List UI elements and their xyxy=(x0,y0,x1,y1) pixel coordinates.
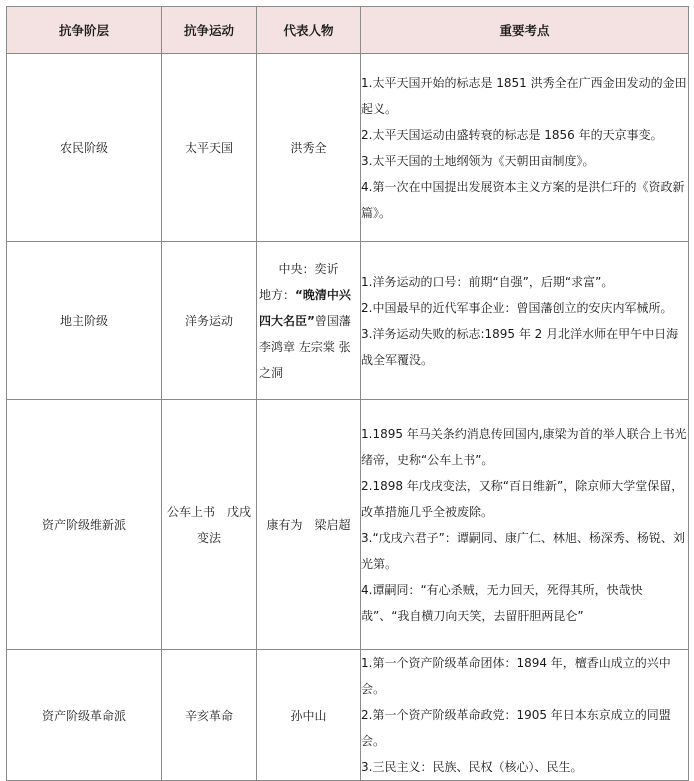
key-point: 3.“戊戌六君子”：谭嗣同、康广仁、林旭、杨深秀、杨锐、刘光第。 xyxy=(361,530,685,571)
table-row xyxy=(7,242,689,400)
key-point: 1.洋务运动的口号：前期“自强”，后期“求富”。 xyxy=(361,274,614,289)
key-point: 3.洋务运动失败的标志:1895 年 2 月北洋水师在甲午中日海战全军覆没。 xyxy=(361,326,679,367)
key-point: 2.中国最早的近代军事企业：曾国藩创立的安庆内军械所。 xyxy=(361,300,673,315)
movement-cell: 公车上书 戊戌变法 xyxy=(162,400,257,650)
header-movement: 抗争运动 xyxy=(162,7,257,54)
points-cell xyxy=(361,650,689,781)
class-cell: 农民阶级 xyxy=(7,54,162,242)
history-table xyxy=(6,6,689,781)
movement-cell: 太平天国 xyxy=(162,54,257,242)
key-point: 2.第一个资产阶级革命政党：1905 年日本东京成立的同盟会。 xyxy=(361,708,671,748)
key-point: 2.太平天国运动由盛转衰的标志是 1856 年的天京事变。 xyxy=(361,127,663,142)
points-cell xyxy=(361,400,689,650)
people-cell xyxy=(257,242,361,400)
people-central: 中央：奕䜣 xyxy=(278,261,339,276)
people-local xyxy=(257,282,360,386)
header-people: 代表人物 xyxy=(257,7,361,54)
key-point: 1.太平天国开始的标志是 1851 洪秀全在广西金田发动的金田起义。 xyxy=(361,75,687,116)
key-point: 4.谭嗣同：“有心杀贼，无力回天，死得其所，快哉快哉”、“我自横刀向天笑，去留肝胆两昆仑” xyxy=(361,582,643,623)
class-cell: 地主阶级 xyxy=(7,242,162,400)
class-cell: 资产阶级维新派 xyxy=(7,400,162,650)
class-cell: 资产阶级革命派 xyxy=(7,650,162,781)
header-key-points: 重要考点 xyxy=(361,7,689,54)
header-class: 抗争阶层 xyxy=(7,7,162,54)
people-cell: 洪秀全 xyxy=(257,54,361,242)
key-point: 4.第一次在中国提出发展资本主义方案的是洪仁玕的《资政新篇》。 xyxy=(361,179,685,220)
people-names: 曾国藩 李鸿章 左宗棠 张之洞 xyxy=(259,313,351,380)
points-cell xyxy=(361,54,689,242)
people-cell: 孙中山 xyxy=(257,650,361,781)
header-row xyxy=(7,7,689,54)
key-point: 1.第一个资产阶级革命团体：1894 年，檀香山成立的兴中会。 xyxy=(361,656,671,696)
movement-cell: 洋务运动 xyxy=(162,242,257,400)
people-bold-title: “晚清中兴四大名臣” xyxy=(259,287,351,328)
key-point: 3.太平天国的土地纲领为《天朝田亩制度》。 xyxy=(361,153,595,168)
points-cell xyxy=(361,242,689,400)
people-cell: 康有为 梁启超 xyxy=(257,400,361,650)
people-local-prefix: 地方： xyxy=(259,287,296,302)
table-row xyxy=(7,54,689,242)
key-point: 3.三民主义：民族、民权（核心）、民生。 xyxy=(361,760,583,774)
key-point: 1.1895 年马关条约消息传回国内,康梁为首的举人联合上书光绪帝，史称“公车上书”。 xyxy=(361,426,687,467)
table-row xyxy=(7,650,689,781)
movement-cell: 辛亥革命 xyxy=(162,650,257,781)
key-point: 2.1898 年戊戌变法，又称“百日维新”，除京师大学堂保留，改革措施几乎全被废除。 xyxy=(361,478,684,519)
table-row xyxy=(7,400,689,650)
